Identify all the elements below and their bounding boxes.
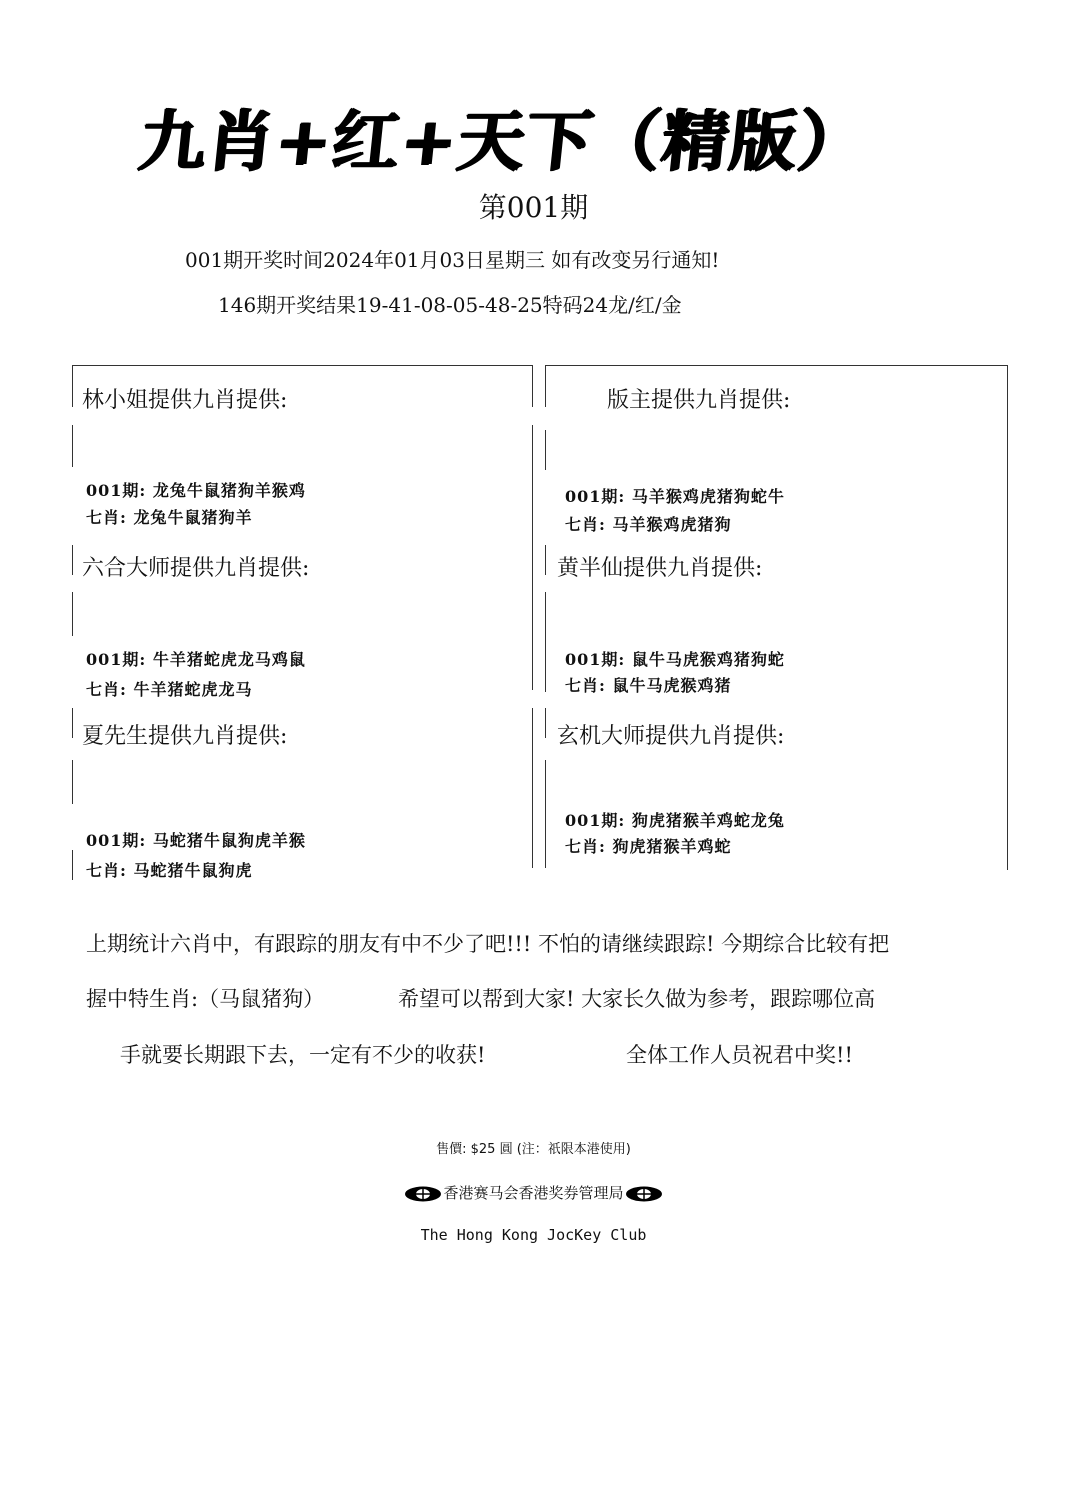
notice-line-2b: 希望可以帮到大家! 大家长久做为参考，跟踪哪位高 [398, 987, 876, 1011]
nine-label: 001期: [86, 831, 147, 850]
nine-label: 001期: [565, 487, 626, 506]
panel-4-heading: 黄半仙提供九肖提供: [557, 556, 763, 581]
seven-label: 七肖: [565, 515, 606, 534]
panel-3-seven [86, 677, 253, 700]
nine-zodiacs: 牛羊猪蛇虎龙马鸡鼠 [152, 650, 306, 669]
notice-line-2a: 握中特生肖:（马鼠猪狗） [86, 987, 325, 1011]
last-draw-result: 146期开奖结果19-41-08-05-48-25特码24龙/红/金 [218, 293, 682, 317]
seven-zodiacs: 鼠牛马虎猴鸡猪 [612, 676, 732, 695]
nine-label: 001期: [565, 650, 626, 669]
seven-label: 七肖: [86, 508, 127, 527]
panel-2-seven [565, 512, 732, 535]
jockey-club-logo-icon [624, 1185, 664, 1203]
seven-label: 七肖: [86, 680, 127, 699]
nine-zodiacs: 龙兔牛鼠猪狗羊猴鸡 [152, 481, 306, 500]
panel-3-heading: 六合大师提供九肖提供: [82, 556, 310, 581]
panel-2-nine [565, 484, 785, 507]
seven-label: 七肖: [565, 837, 606, 856]
notice-line-3a: 手就要长期跟下去，一定有不少的收获! [120, 1043, 486, 1067]
nine-label: 001期: [86, 650, 147, 669]
panel-5-seven [86, 858, 253, 881]
club-cn-row [0, 1182, 1067, 1203]
seven-zodiacs: 马蛇猪牛鼠狗虎 [133, 861, 253, 880]
nine-zodiacs: 狗虎猪猴羊鸡蛇龙兔 [631, 811, 785, 830]
seven-label: 七肖: [86, 861, 127, 880]
panel-5-heading: 夏先生提供九肖提供: [82, 724, 288, 749]
panel-1-nine [86, 478, 306, 501]
panel-2-heading: 版主提供九肖提供: [607, 388, 791, 413]
seven-label: 七肖: [565, 676, 606, 695]
panel-6-seven [565, 834, 732, 857]
club-cn-name: 香港赛马会香港奖券管理局 [443, 1184, 624, 1202]
panel-1-heading: 林小姐提供九肖提供: [82, 388, 288, 413]
panel-6-nine [565, 808, 785, 831]
seven-zodiacs: 牛羊猪蛇虎龙马 [133, 680, 253, 699]
price-note: 售價: $25 圓 (注：祇限本港使用) [436, 1142, 631, 1157]
club-en-name: The Hong Kong JocKey Club [420, 1226, 647, 1244]
seven-zodiacs: 狗虎猪猴羊鸡蛇 [612, 837, 732, 856]
nine-zodiacs: 马蛇猪牛鼠狗虎羊猴 [152, 831, 306, 850]
nine-zodiacs: 马羊猴鸡虎猪狗蛇牛 [631, 487, 785, 506]
seven-zodiacs: 龙兔牛鼠猪狗羊 [133, 508, 253, 527]
page-title: 九肖+红+天下（精版） [135, 103, 871, 180]
panel-3-nine [86, 647, 306, 670]
panel-4-seven [565, 673, 732, 696]
panel-5-nine [86, 828, 306, 851]
jockey-club-logo-icon [403, 1185, 443, 1203]
issue-number: 第001期 [478, 191, 589, 224]
nine-label: 001期: [565, 811, 626, 830]
panel-6-heading: 玄机大师提供九肖提供: [557, 724, 785, 749]
notice-line-3b: 全体工作人员祝君中奖!! [626, 1043, 853, 1067]
draw-time-notice: 001期开奖时间2024年01月03日星期三 如有改变另行通知! [185, 248, 720, 272]
notice-line-1: 上期统计六肖中，有跟踪的朋友有中不少了吧!!! 不怕的请继续跟踪! 今期综合比较有把 [86, 932, 890, 956]
seven-zodiacs: 马羊猴鸡虎猪狗 [612, 515, 732, 534]
panel-1-seven [86, 505, 253, 528]
nine-zodiacs: 鼠牛马虎猴鸡猪狗蛇 [631, 650, 785, 669]
panel-4-nine [565, 647, 785, 670]
nine-label: 001期: [86, 481, 147, 500]
